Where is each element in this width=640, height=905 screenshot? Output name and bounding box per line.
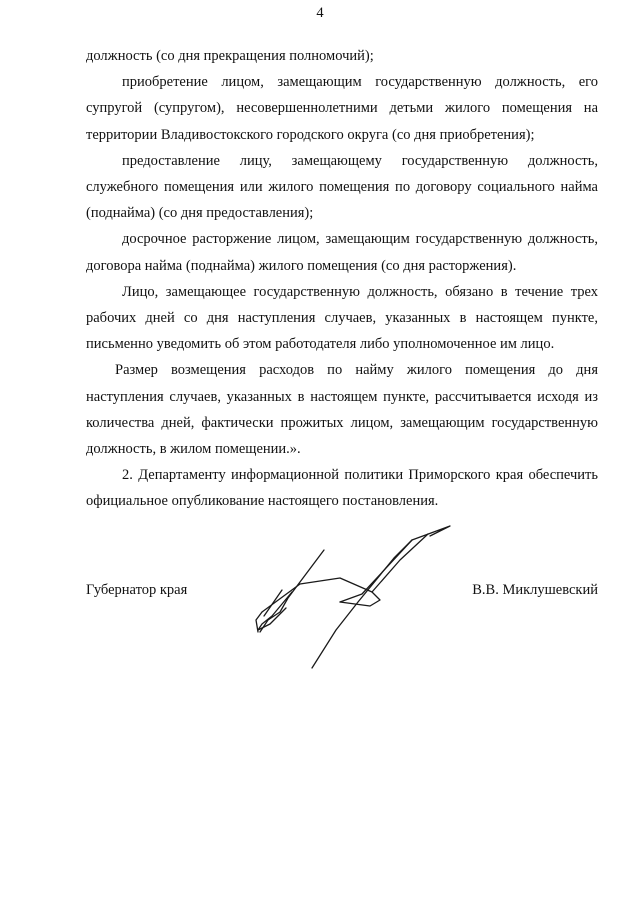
paragraph-publication: 2. Департаменту информационной политики Приморского края обеспечить официальное опубликование настоящего постановления. (86, 467, 598, 510)
signature-block (86, 582, 598, 612)
document-body (86, 43, 598, 515)
paragraph-notification: Лицо, замещающее государственную должность, обязано в течение трех рабочих дней со дня наступления случаев, указанных в настоящем пункте, письменно уведомить об этом работодателя либо уполномоченное им лицо. (86, 283, 598, 353)
paragraph-acquisition: приобретение лицом, замещающим государственную должность, его супругой (супругом), несовершеннолетними детьми жилого помещения на территории Владивостокского городского округа (со дня приобретения); (86, 74, 598, 143)
paragraph-provision: предоставление лицу, замещающему государственную должность, служебного помещения или жилого помещения по договору социального найма (поднайма) (со дня предоставления); (86, 152, 598, 222)
paragraph-continuation: должность (со дня прекращения полномочий); (86, 48, 374, 64)
paragraph-termination: досрочное расторжение лицом, замещающим государственную должность, договора найма (поднайма) жилого помещения (со дня расторжения). (86, 231, 598, 274)
paragraph-reimbursement: Размер возмещения расходов по найму жилого помещения до дня наступления случаев, указанных в настоящем пункте, рассчитывается исходя из количества дней, фактически прожитых лицом, замещающим государственную должность, в жилом помещении.». (86, 362, 598, 458)
signer-name: В.В. Миклушевский (472, 582, 598, 598)
signer-title: Губернатор края (86, 582, 188, 598)
page-number: 4 (316, 5, 324, 21)
